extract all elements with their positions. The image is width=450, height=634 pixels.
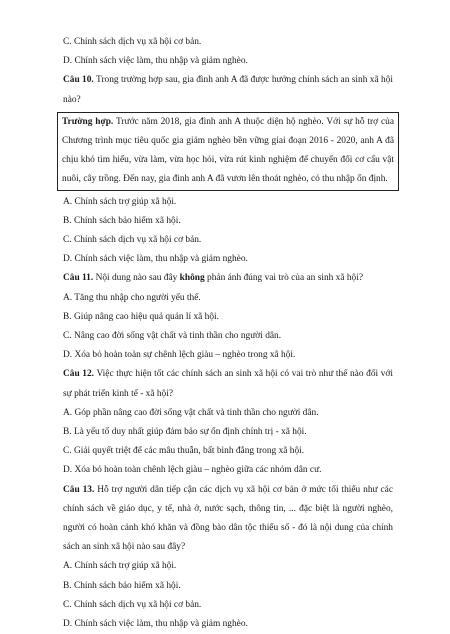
case-box [57,112,399,191]
question-number: Câu 10. [63,75,94,86]
option-d: D. Xóa bỏ hoàn toàn chênh lệch giàu – nghèo giữa các nhóm dân cư. [63,465,322,476]
question-text: Trong trường hợp sau, gia đình anh A đã được hưởng chính sách an sinh xã hội nào? [63,75,393,105]
case-text: Trước năm 2018, gia đình anh A thuộc diện hộ nghèo. Với sự hỗ trợ của Chương trình mục tiêu quốc gia giảm nghèo bền vững giai đoạn 2016 - 2020, anh A đã chịu khó tìm hiểu, vừa làm, vừa học hỏi, vừa rút kinh nghiệm để chuyển đổi cơ cấu vật nuôi, cây trồng. Đến nay, gia đình anh A đã vươn lên thoát nghèo, có thu nhập ổn định. [62,116,395,185]
option-b: B. Giúp nâng cao hiệu quả quản lí xã hội. [63,311,219,322]
option-d: D. Xóa bỏ hoàn toàn sự chênh lệch giàu – nghèo trong xã hội. [63,350,296,361]
case-label: Trường hợp. [62,116,114,127]
question-text-bold: không [179,273,205,284]
question-10 [63,71,393,109]
option-b: B. Là yếu tố duy nhất giúp đảm bảo sự ổn định chính trị - xã hội. [63,427,307,438]
option-c: C. Giải quyết triệt để các mâu thuẫn, bất bình đẳng trong xã hội. [63,446,305,457]
option-a: A. Chính sách trợ giúp xã hội. [63,196,177,207]
question-number: Câu 12. [63,369,95,380]
option-a: A. Chính sách trợ giúp xã hội. [63,561,177,572]
document-page [63,33,393,634]
option-a: A. Tăng thu nhập cho người yếu thế. [63,292,201,303]
question-11 [63,269,393,288]
option-c: C. Nâng cao đời sống vật chất và tinh thần cho người dân. [63,331,282,342]
question-13 [63,481,393,558]
question-text: Việc thực hiện tốt các chính sách an sinh xã hội có vai trò như thế nào đối với sự phát triển kinh tế - xã hội? [63,369,393,399]
option-c: C. Chính sách dịch vụ xã hội cơ bản. [63,235,202,246]
option-c-prev: C. Chính sách dịch vụ xã hội cơ bản. [63,37,202,47]
option-d-prev: D. Chính sách việc làm, thu nhập và giảm nghèo. [63,56,248,67]
option-b: B. Chính sách bảo hiểm xã hội. [63,215,181,226]
question-number: Câu 11. [63,273,94,284]
option-d: D. Chính sách việc làm, thu nhập và giảm nghèo. [63,254,248,265]
option-b: B. Chính sách bảo hiểm xã hội. [63,580,181,591]
question-number: Câu 13. [63,484,95,495]
option-d: D. Chính sách việc làm, thu nhập và giảm nghèo. [63,619,248,630]
question-text: Hỗ trợ người dân tiếp cận các dịch vụ xã hội cơ bản ở mức tối thiểu như các chính sách về giáo dục, y tế, nhà ở, nước sạch, thông tin, ... đặc biệt là người nghèo, người có hoàn cảnh khó khăn và đồng bào dân tộc thiểu số - đó là nội dung của chính sách an sinh xã hội nào sau đây? [63,484,394,553]
question-text-after: phản ánh đúng vai trò của an sinh xã hội? [207,273,363,284]
option-a: A. Góp phần nâng cao đời sống vật chất và tinh thần cho người dân. [63,407,319,418]
option-c: C. Chính sách dịch vụ xã hội cơ bản. [63,599,202,610]
question-text-before: Nội dung nào sau đây [95,273,178,284]
question-12 [63,365,393,403]
